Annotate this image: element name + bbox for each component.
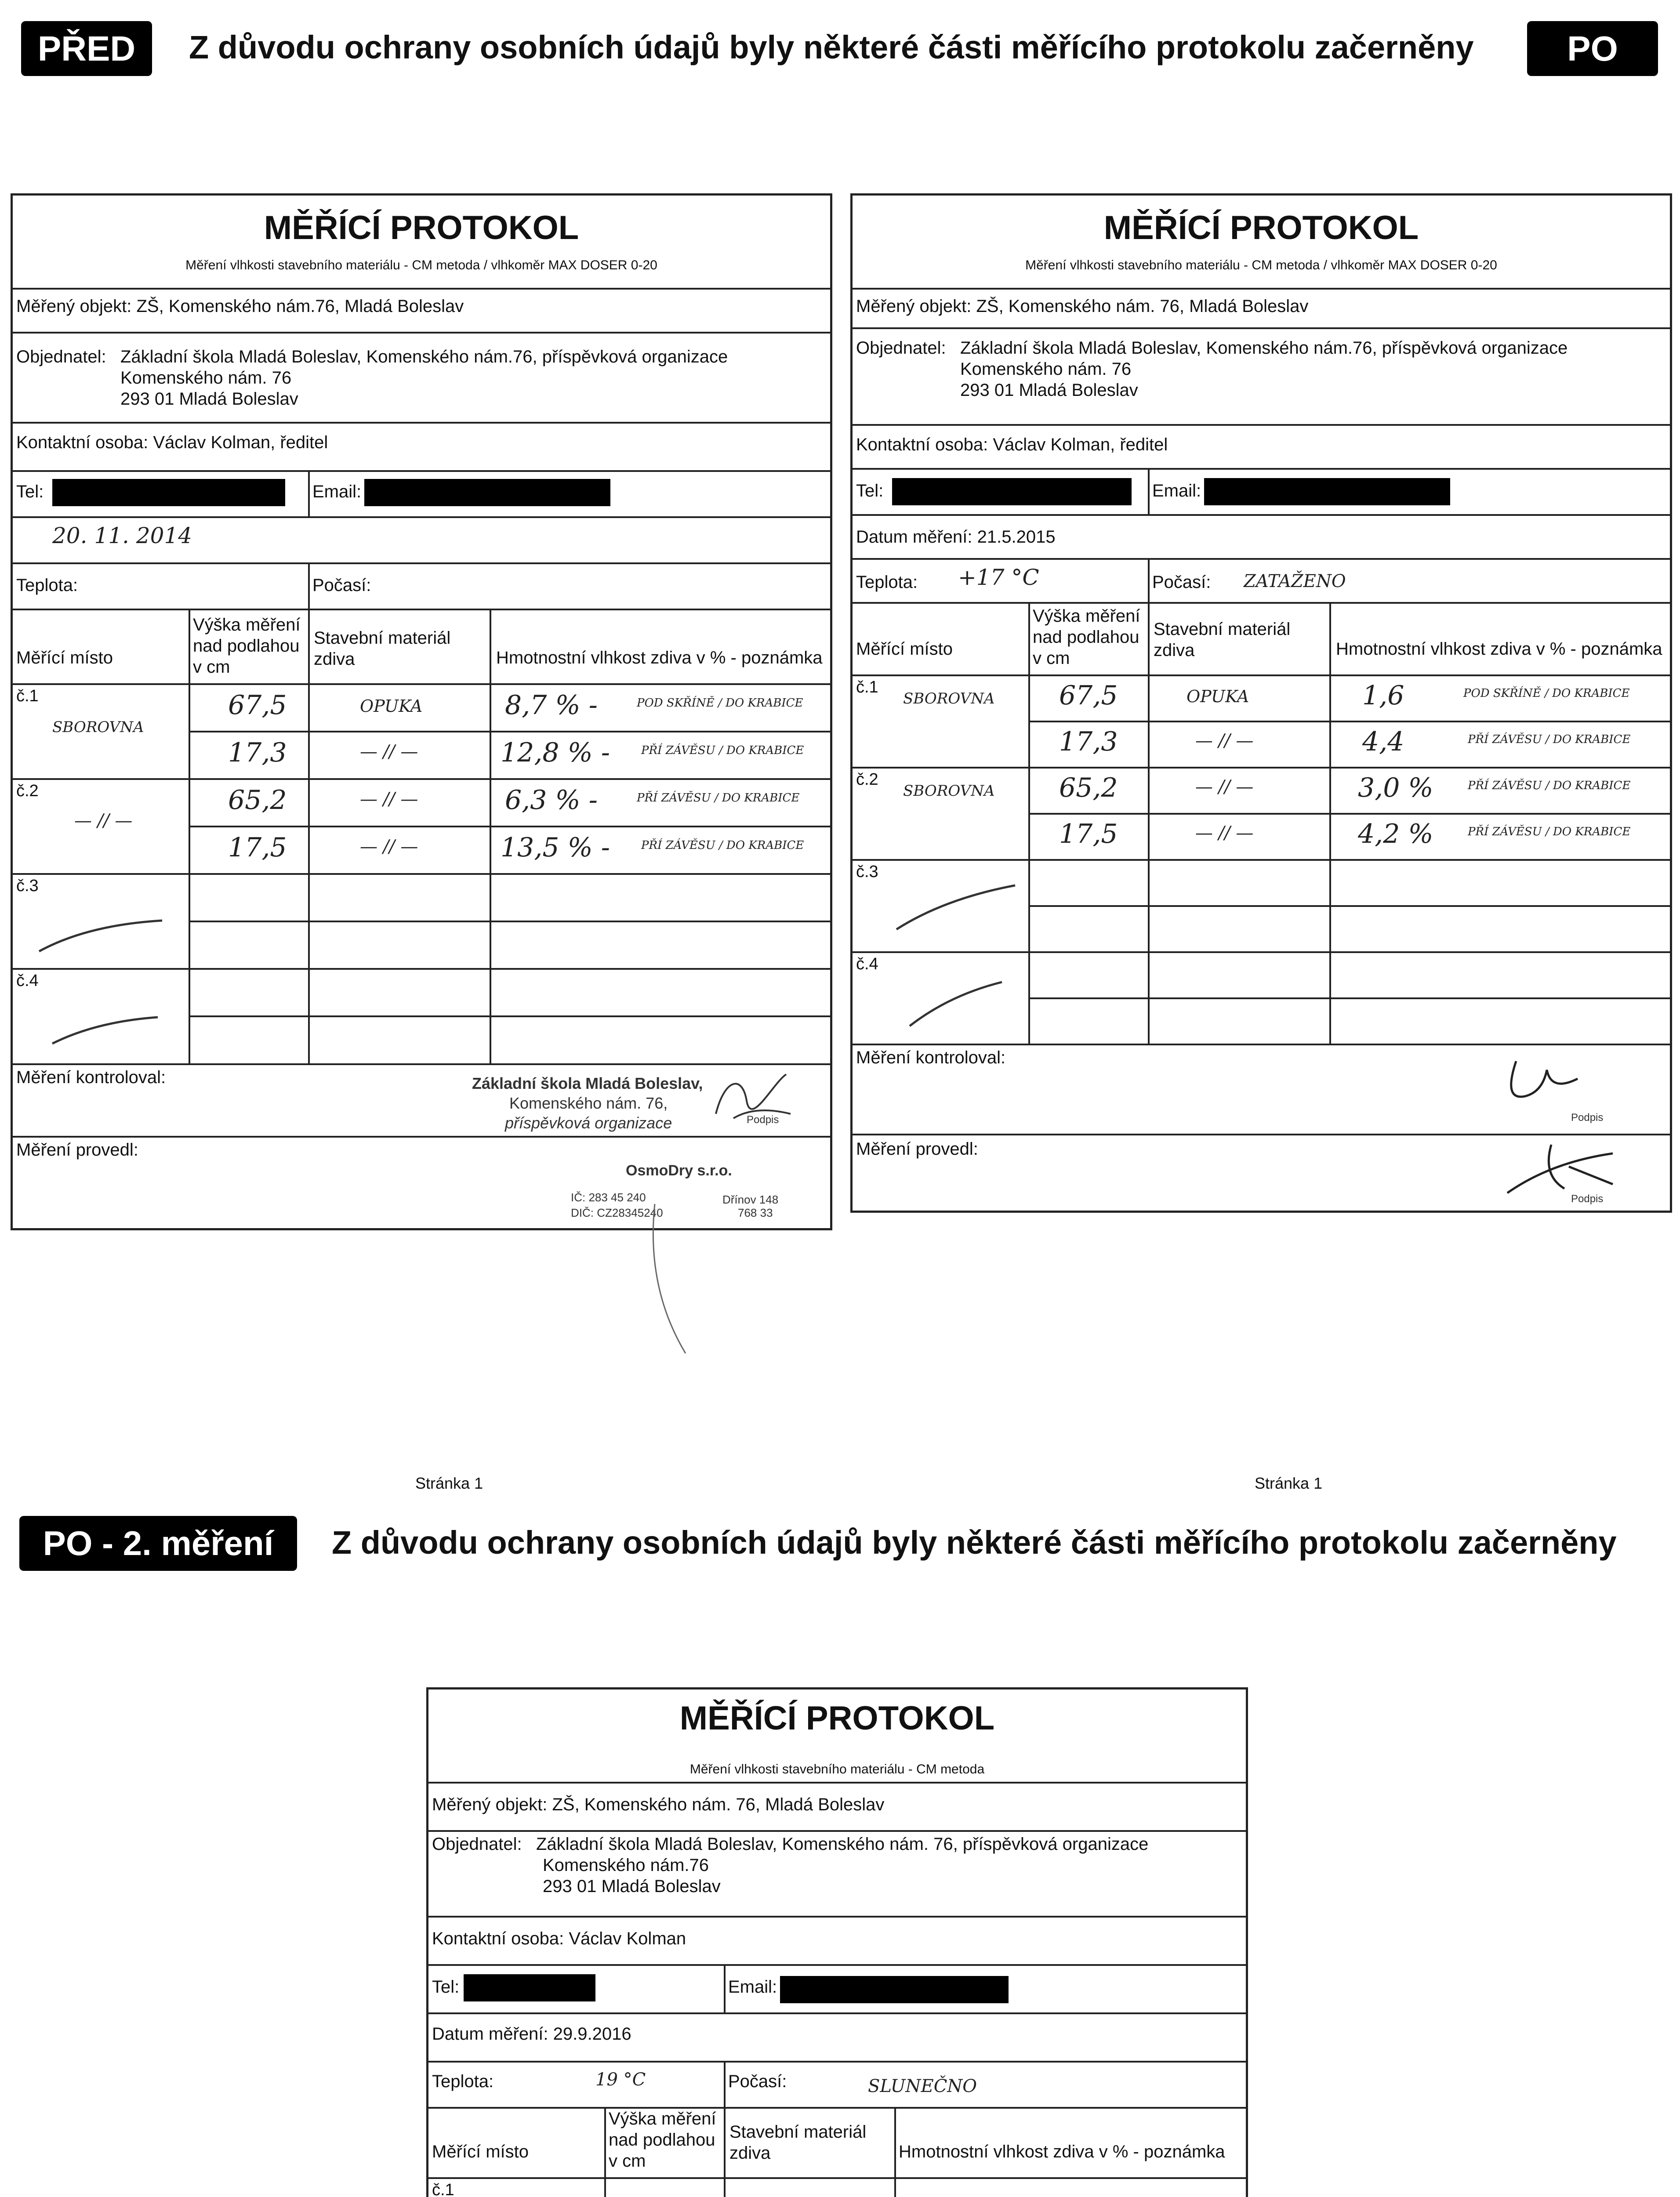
col-height-3: v cm — [609, 2151, 646, 2171]
firm-stamp-name: OsmoDry s.r.o. — [626, 1162, 732, 1179]
school-stamp-2: Komenského nám. 76, — [509, 1094, 668, 1112]
place-c3-label: č.3 — [16, 877, 39, 895]
col-place: Měřící místo — [432, 2142, 529, 2161]
date-field: Datum měření: 21.5.2015 — [856, 527, 1056, 547]
tel-label: Tel: — [432, 1977, 460, 1997]
row1-material: OPUKA — [360, 696, 423, 716]
weather-label: Počasí: — [312, 576, 371, 595]
row2-height: 17,3 — [1059, 726, 1118, 757]
before-badge: PŘED — [21, 21, 152, 76]
place-c2-label: č.2 — [856, 770, 878, 789]
row4-moisture: 4,2 % — [1358, 819, 1433, 849]
customer-line2: Komenského nám.76 — [543, 1856, 709, 1875]
row3-moisture: 3,0 % — [1358, 772, 1433, 803]
customer-line3: 293 01 Mladá Boleslav — [543, 1877, 721, 1896]
object-field: Měřený objekt: ZŠ, Komenského nám. 76, Mladá Boleslav — [432, 1795, 885, 1814]
weather-hand: ZATAŽENO — [1244, 571, 1346, 591]
signature-label-1: Podpis — [747, 1114, 779, 1126]
firm-stamp-addr2: 768 33 — [738, 1206, 773, 1219]
page-label-before: Stránka 1 — [415, 1474, 483, 1492]
protocol-second — [426, 1687, 1248, 2197]
school-stamp-3: příspěvková organizace — [505, 1114, 672, 1132]
customer-line2: Komenského nám. 76 — [960, 359, 1132, 379]
tel-redacted — [464, 1974, 595, 2001]
row2-note: PŘÍ ZÁVĚSU / DO KRABICE — [1468, 733, 1631, 746]
protocol-subtitle: Měření vlhkosti stavebního materiálu - CM metoda / vlhkoměr MAX DOSER 0-20 — [185, 258, 657, 272]
col-moisture: Hmotnostní vlhkost zdiva v % - poznámka — [899, 2142, 1225, 2161]
contact-field: Kontaktní osoba: Václav Kolman, ředitel — [16, 433, 328, 452]
tel-redacted — [52, 479, 285, 506]
place-c3-label: č.3 — [856, 863, 878, 881]
row4-material: — // — — [1195, 823, 1254, 843]
protocol-subtitle: Měření vlhkosti stavebního materiálu - CM metoda / vlhkoměr MAX DOSER 0-20 — [1025, 258, 1497, 272]
row4-material: — // — — [360, 837, 418, 857]
col-place: Měřící místo — [16, 648, 113, 667]
after-badge: PO — [1527, 21, 1658, 76]
place-c4-label: č.4 — [856, 955, 878, 973]
place-c1-hand: SBOROVNA — [52, 718, 144, 736]
col-material-2: zdiva — [314, 649, 355, 669]
temp-label: Teplota: — [16, 576, 78, 595]
privacy-notice-second: Z důvodu ochrany osobních údajů byly některé části měřícího protokolu začerněny — [332, 1524, 1617, 1561]
checked-label: Měření kontroloval: — [856, 1048, 1006, 1067]
customer-line1: Základní škola Mladá Boleslav, Komenského nám.76, příspěvková organizace — [960, 338, 1568, 358]
protocol-after — [850, 193, 1672, 1213]
place-c2-hand: SBOROVNA — [903, 782, 995, 800]
row4-note: PŘÍ ZÁVĚSU / DO KRABICE — [1468, 825, 1631, 838]
row1-height: 67,5 — [228, 690, 287, 721]
object-field: Měřený objekt: ZŠ, Komenského nám. 76, Mladá Boleslav — [856, 297, 1309, 316]
place-c1-label: č.1 — [432, 2181, 454, 2197]
strike-c4 — [905, 978, 1006, 1030]
email-redacted — [1204, 478, 1450, 505]
temp-hand: +17 °C — [958, 565, 1039, 590]
date-field: Datum měření: 29.9.2016 — [432, 2024, 631, 2044]
email-redacted — [780, 1976, 1009, 2003]
email-label: Email: — [728, 1977, 777, 1997]
row3-material: — // — — [360, 789, 418, 809]
weather-hand: SLUNEČNO — [868, 2076, 977, 2096]
tel-label: Tel: — [856, 481, 884, 500]
date-handwritten: 20. 11. 2014 — [52, 523, 192, 548]
performed-label: Měření provedl: — [856, 1139, 978, 1159]
row1-note: POD SKŘÍNĚ / DO KRABICE — [637, 696, 803, 710]
row3-height: 65,2 — [228, 785, 287, 816]
row2-height: 17,3 — [228, 737, 287, 768]
tel-label: Tel: — [16, 482, 44, 501]
row1-note: POD SKŘÍNĚ / DO KRABICE — [1463, 687, 1630, 700]
place-c2-label: č.2 — [16, 782, 39, 800]
firm-stamp-addr1: Dřínov 148 — [722, 1193, 779, 1206]
place-c2-hand: — // — — [74, 811, 133, 831]
col-height-3: v cm — [1033, 649, 1070, 668]
row2-note: PŘÍ ZÁVĚSU / DO KRABICE — [641, 744, 804, 757]
row3-height: 65,2 — [1059, 772, 1118, 803]
customer-line1: Základní škola Mladá Boleslav, Komenského nám.76, příspěvková organizace — [120, 347, 728, 366]
firm-stamp-dic: DIČ: CZ28345240 — [571, 1206, 663, 1219]
tel-redacted — [892, 478, 1132, 505]
email-label: Email: — [312, 482, 362, 501]
row4-height: 17,5 — [1059, 819, 1118, 849]
row1-moisture: 1,6 — [1362, 680, 1404, 711]
signature-checked — [1499, 1052, 1586, 1109]
row4-height: 17,5 — [228, 832, 287, 863]
signature-label-2: Podpis — [1571, 1193, 1604, 1205]
col-moisture: Hmotnostní vlhkost zdiva v % - poznámka — [496, 648, 823, 667]
col-moisture: Hmotnostní vlhkost zdiva v % - poznámka — [1336, 639, 1662, 659]
place-c1-hand: SBOROVNA — [903, 690, 995, 707]
row3-moisture: 6,3 % - — [505, 785, 598, 816]
row1-moisture: 8,7 % - — [505, 690, 598, 721]
signature-performed — [1499, 1136, 1630, 1202]
row1-material: OPUKA — [1187, 687, 1249, 706]
customer-line3: 293 01 Mladá Boleslav — [960, 381, 1138, 400]
privacy-notice-top: Z důvodu ochrany osobních údajů byly některé části měřícího protokolu začerněny — [189, 29, 1474, 65]
row2-material: — // — — [1195, 731, 1254, 751]
protocol-before — [11, 193, 832, 1230]
row2-moisture: 4,4 — [1362, 726, 1404, 757]
customer-line3: 293 01 Mladá Boleslav — [120, 389, 298, 409]
row4-note: PŘÍ ZÁVĚSU / DO KRABICE — [641, 839, 804, 852]
row3-note: PŘÍ ZÁVĚSU / DO KRABICE — [637, 791, 800, 805]
col-material-2: zdiva — [729, 2143, 771, 2163]
protocol-subtitle: Měření vlhkosti stavebního materiálu - CM metoda — [689, 1762, 985, 1776]
temp-hand: 19 °C — [595, 2070, 646, 2090]
strike-c3 — [35, 916, 167, 956]
object-field: Měřený objekt: ZŠ, Komenského nám.76, Mladá Boleslav — [16, 297, 464, 316]
strike-c4 — [48, 1013, 162, 1048]
row1-height: 67,5 — [1059, 680, 1118, 711]
col-material-1: Stavební materiál — [314, 628, 451, 648]
email-label: Email: — [1152, 481, 1201, 500]
signature-label-1: Podpis — [1571, 1112, 1604, 1124]
contact-field: Kontaktní osoba: Václav Kolman, ředitel — [856, 435, 1168, 454]
protocol-title: MĚŘÍCÍ PROTOKOL — [679, 1700, 995, 1737]
email-redacted — [364, 479, 610, 506]
col-height-2: nad podlahou — [609, 2130, 715, 2150]
performed-label: Měření provedl: — [16, 1140, 138, 1160]
temp-label: Teplota: — [432, 2072, 494, 2091]
contact-field: Kontaktní osoba: Václav Kolman — [432, 1929, 686, 1948]
row2-moisture: 12,8 % - — [501, 737, 610, 768]
customer-label: Objednatel: — [16, 347, 106, 366]
col-height-1: Výška měření — [193, 615, 301, 634]
protocol-title: MĚŘÍCÍ PROTOKOL — [264, 209, 579, 247]
strike-c3 — [892, 881, 1020, 934]
stray-stroke — [642, 1200, 694, 1358]
customer-line2: Komenského nám. 76 — [120, 368, 292, 388]
place-c1-label: č.1 — [856, 678, 878, 696]
col-height-1: Výška měření — [1033, 606, 1140, 626]
col-height-1: Výška měření — [609, 2109, 716, 2128]
second-measurement-badge: PO - 2. měření — [19, 1516, 297, 1571]
customer-label: Objednatel: — [856, 338, 946, 358]
customer-line1: Základní škola Mladá Boleslav, Komenského nám. 76, příspěvková organizace — [536, 1834, 1149, 1854]
row3-material: — // — — [1195, 777, 1254, 797]
col-place: Měřící místo — [856, 639, 953, 659]
temp-label: Teplota: — [856, 573, 918, 592]
protocol-title: MĚŘÍCÍ PROTOKOL — [1103, 209, 1419, 247]
col-material-2: zdiva — [1154, 641, 1195, 660]
row4-moisture: 13,5 % - — [501, 832, 610, 863]
customer-label: Objednatel: — [432, 1834, 522, 1854]
weather-label: Počasí: — [728, 2072, 787, 2091]
school-stamp-1: Základní škola Mladá Boleslav, — [472, 1074, 703, 1092]
checked-label: Měření kontroloval: — [16, 1068, 166, 1087]
row2-material: — // — — [360, 742, 418, 762]
page-label-after: Stránka 1 — [1255, 1474, 1323, 1492]
col-height-2: nad podlahou — [193, 636, 300, 656]
col-material-1: Stavební materiál — [729, 2122, 867, 2142]
place-c1-label: č.1 — [16, 687, 39, 705]
col-height-3: v cm — [193, 657, 230, 677]
place-c4-label: č.4 — [16, 972, 39, 990]
col-material-1: Stavební materiál — [1154, 620, 1291, 639]
weather-label: Počasí: — [1152, 573, 1211, 592]
col-height-2: nad podlahou — [1033, 627, 1139, 647]
firm-stamp-ic: IČ: 283 45 240 — [571, 1191, 646, 1204]
row3-note: PŘÍ ZÁVĚSU / DO KRABICE — [1468, 779, 1631, 792]
